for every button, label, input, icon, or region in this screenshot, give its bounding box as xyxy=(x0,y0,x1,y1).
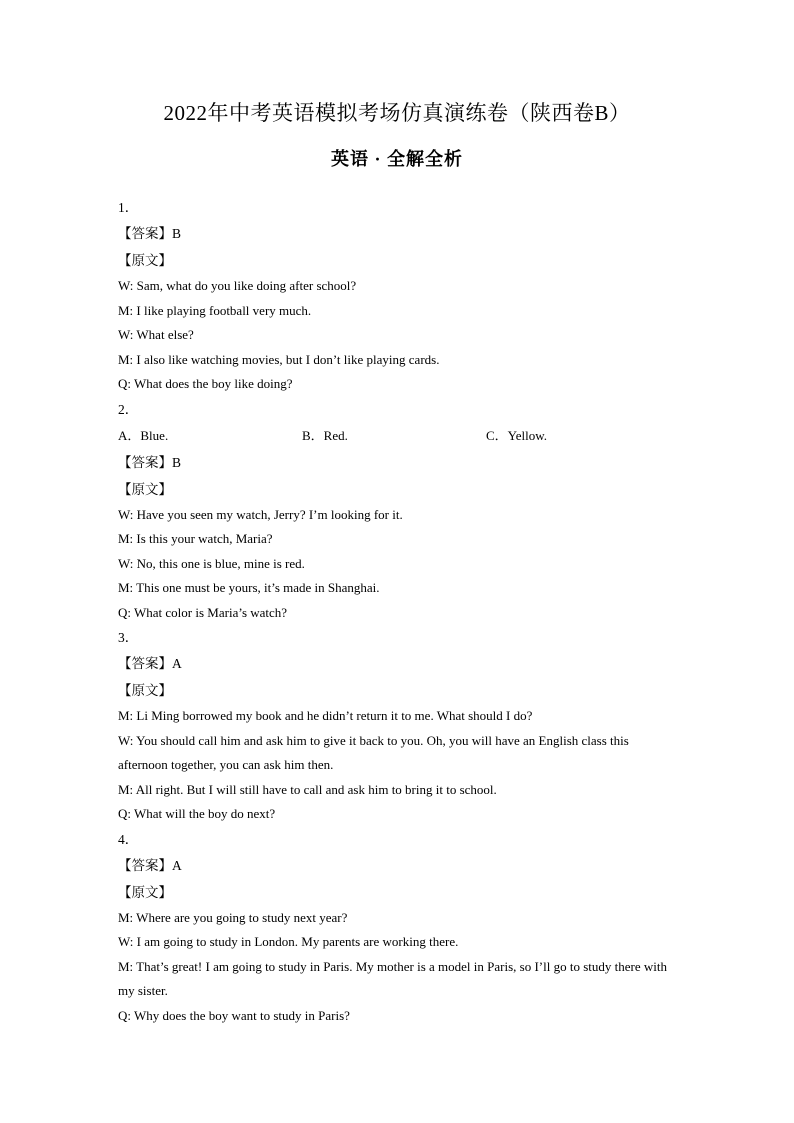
answer-line xyxy=(118,650,678,677)
answer-value: B xyxy=(172,454,182,470)
script-line: M: This one must be yours, it’s made in Shanghai. xyxy=(118,580,380,595)
question-number: 3． xyxy=(118,630,139,645)
question-4 xyxy=(118,827,678,1029)
script-tag: 【原文】 xyxy=(118,884,172,900)
answer-tag: 【答案】 xyxy=(118,857,172,873)
answer-value: B xyxy=(172,226,182,241)
page-subtitle: 英语 · 全解全析 xyxy=(330,149,463,169)
script-line: M: Is this your watch, Maria? xyxy=(118,531,273,546)
script-line: M: That’s great! I am going to study in Paris. My mother is a model in Paris, so I’ll go to study there with my sister. xyxy=(118,958,667,998)
script-line: W: Have you seen my watch, Jerry? I’m looking for it. xyxy=(118,506,403,522)
answer-tag: 【答案】 xyxy=(118,226,172,241)
answers-content xyxy=(118,195,678,1028)
script-line: W: You should call him and ask him to give it back to you. Oh, you will have an English class this afternoon together, you can ask him then. xyxy=(118,732,629,772)
script-line: Q: What color is Maria’s watch? xyxy=(118,604,288,620)
question-number: 1． xyxy=(118,200,139,215)
script-tag: 【原文】 xyxy=(118,683,172,698)
question-number: 2． xyxy=(118,401,139,417)
answer-tag: 【答案】 xyxy=(118,656,172,671)
option-a: A．Blue. xyxy=(118,427,169,443)
option-b: B．Red. xyxy=(302,427,348,443)
script-line: M: Li Ming borrowed my book and he didn’t return it to me. What should I do? xyxy=(118,708,533,723)
script-line: Q: Why does the boy want to study in Paris? xyxy=(118,1007,350,1023)
script-line: M: I also like watching movies, but I don’t like playing cards. xyxy=(118,351,440,367)
page-title: 2022年中考英语模拟考场仿真演练卷（陕西卷B） xyxy=(163,101,631,125)
script-line: W: Sam, what do you like doing after school? xyxy=(118,278,357,293)
answer-options xyxy=(118,422,678,449)
script-line: W: What else? xyxy=(118,327,194,342)
answer-line xyxy=(118,449,678,476)
question-1 xyxy=(118,195,678,397)
script-line: M: I like playing football very much. xyxy=(118,302,312,318)
question-number: 4． xyxy=(118,831,139,847)
script-line: W: No, this one is blue, mine is red. xyxy=(118,555,305,571)
question-3 xyxy=(118,625,678,827)
script-line: Q: What does the boy like doing? xyxy=(118,376,293,391)
script-tag: 【原文】 xyxy=(118,481,172,497)
answer-value: A xyxy=(172,857,182,873)
script-line: M: All right. But I will still have to call and ask him to bring it to school. xyxy=(118,781,497,797)
answer-line xyxy=(118,220,678,247)
script-line: Q: What will the boy do next? xyxy=(118,806,276,821)
script-line: M: Where are you going to study next year? xyxy=(118,909,348,925)
answer-value: A xyxy=(172,656,182,671)
option-c: C．Yellow. xyxy=(486,427,548,443)
answer-line xyxy=(118,852,678,879)
answer-tag: 【答案】 xyxy=(118,454,172,470)
question-2 xyxy=(118,397,678,626)
script-tag: 【原文】 xyxy=(118,253,172,268)
script-line: W: I am going to study in London. My parents are working there. xyxy=(118,934,459,949)
